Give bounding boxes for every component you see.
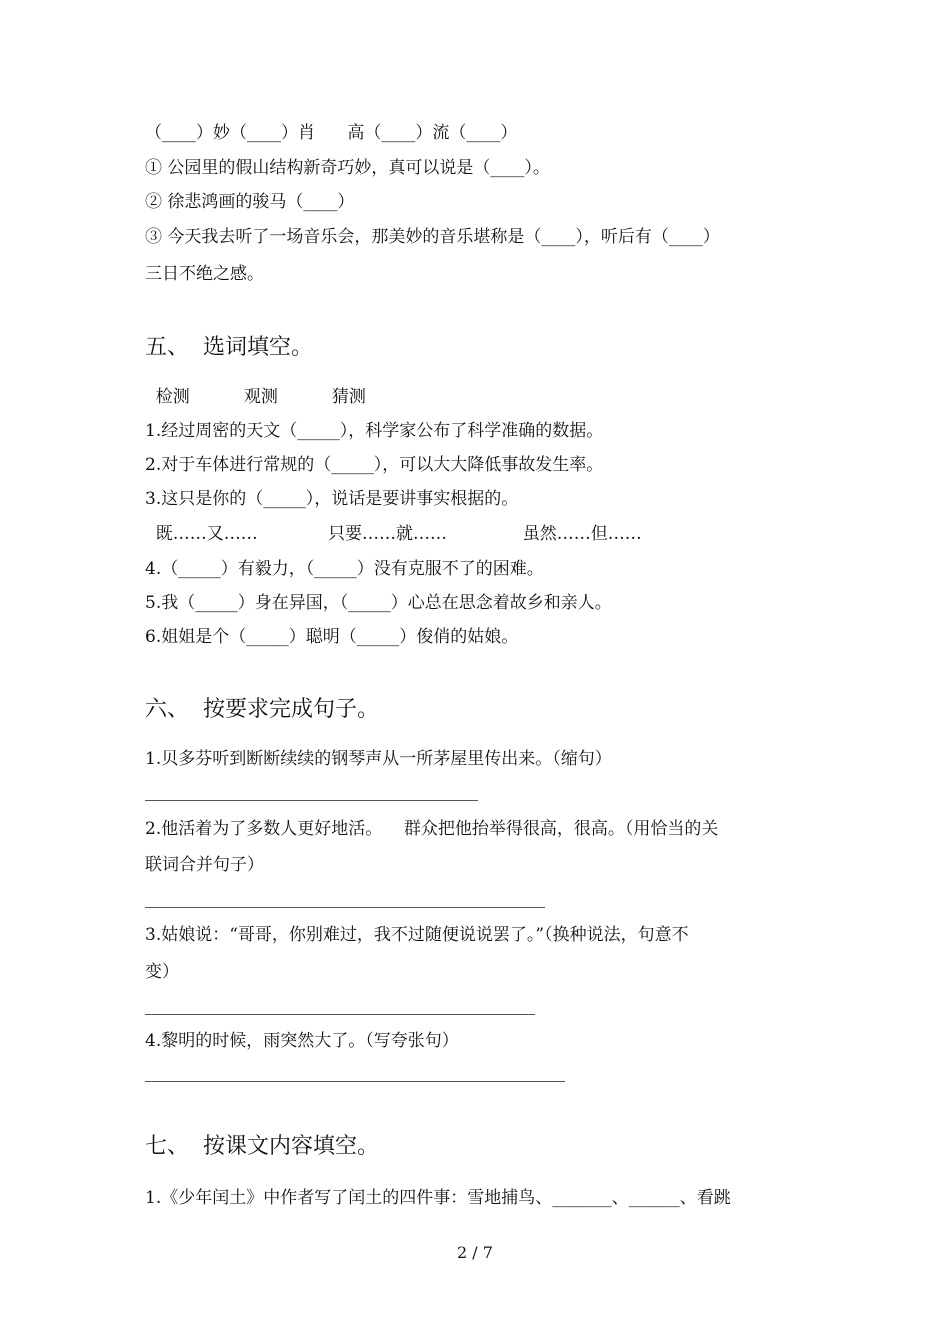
section-6-title: 六、 按要求完成句子。 — [145, 697, 379, 722]
idiom-question-1: ① 公园里的假山结构新奇巧妙，真可以说是（____）。 — [145, 158, 550, 178]
idiom-question-3-continued: 三日不绝之感。 — [145, 264, 264, 284]
idiom-question-3: ③ 今天我去听了一场音乐会，那美妙的音乐堪称是（____），听后有（____） — [145, 227, 720, 247]
word-choices-b: 既……又…… 只要……就…… 虽然……但…… — [145, 524, 642, 544]
sentence-task-4: 4.黎明的时候，雨突然大了。（写夸张句） — [145, 1031, 459, 1051]
answer-line-4 — [145, 1081, 565, 1082]
recall-item-1: 1.《少年闰土》中作者写了闰土的四件事：雪地捕鸟、_______、______、看跳 — [145, 1188, 731, 1208]
answer-line-3 — [145, 1014, 535, 1015]
fill-item-3: 3.这只是你的（_____），说话是要讲事实根据的。 — [145, 489, 519, 509]
sentence-task-1: 1.贝多芬听到断断续续的钢琴声从一所茅屋里传出来。（缩句） — [145, 749, 612, 769]
sentence-task-3-continued: 变） — [145, 962, 179, 982]
sentence-task-2-continued: 联词合并句子） — [145, 855, 264, 875]
answer-line-2 — [145, 907, 545, 908]
fill-item-5: 5.我（_____）身在异国，（_____）心总在思念着故乡和亲人。 — [145, 593, 612, 613]
fill-item-6: 6.姐姐是个（_____）聪明（_____）俊俏的姑娘。 — [145, 627, 519, 647]
fill-item-1: 1.经过周密的天文（_____），科学家公布了科学准确的数据。 — [145, 421, 604, 441]
word-choices-a: 检测 观测 猜测 — [145, 387, 366, 407]
page-number: 2 / 7 — [457, 1243, 493, 1262]
sentence-task-2: 2.他活着为了多数人更好地活。 群众把他抬举得很高，很高。（用恰当的关 — [145, 819, 719, 839]
sentence-task-3: 3.姑娘说：“哥哥，你别难过，我不过随便说说罢了。”（换种说法，句意不 — [145, 925, 689, 945]
fill-item-2: 2.对于车体进行常规的（_____），可以大大降低事故发生率。 — [145, 455, 604, 475]
idiom-question-2: ② 徐悲鸿画的骏马（____） — [145, 192, 355, 212]
section-7-title: 七、 按课文内容填空。 — [145, 1134, 379, 1159]
fill-item-4: 4.（_____）有毅力，（_____）没有克服不了的困难。 — [145, 559, 544, 579]
section-5-title: 五、 选词填空。 — [145, 335, 313, 360]
idiom-line: （____）妙（____）肖 高（____）流（____） — [145, 123, 518, 143]
answer-line-1 — [145, 800, 478, 801]
